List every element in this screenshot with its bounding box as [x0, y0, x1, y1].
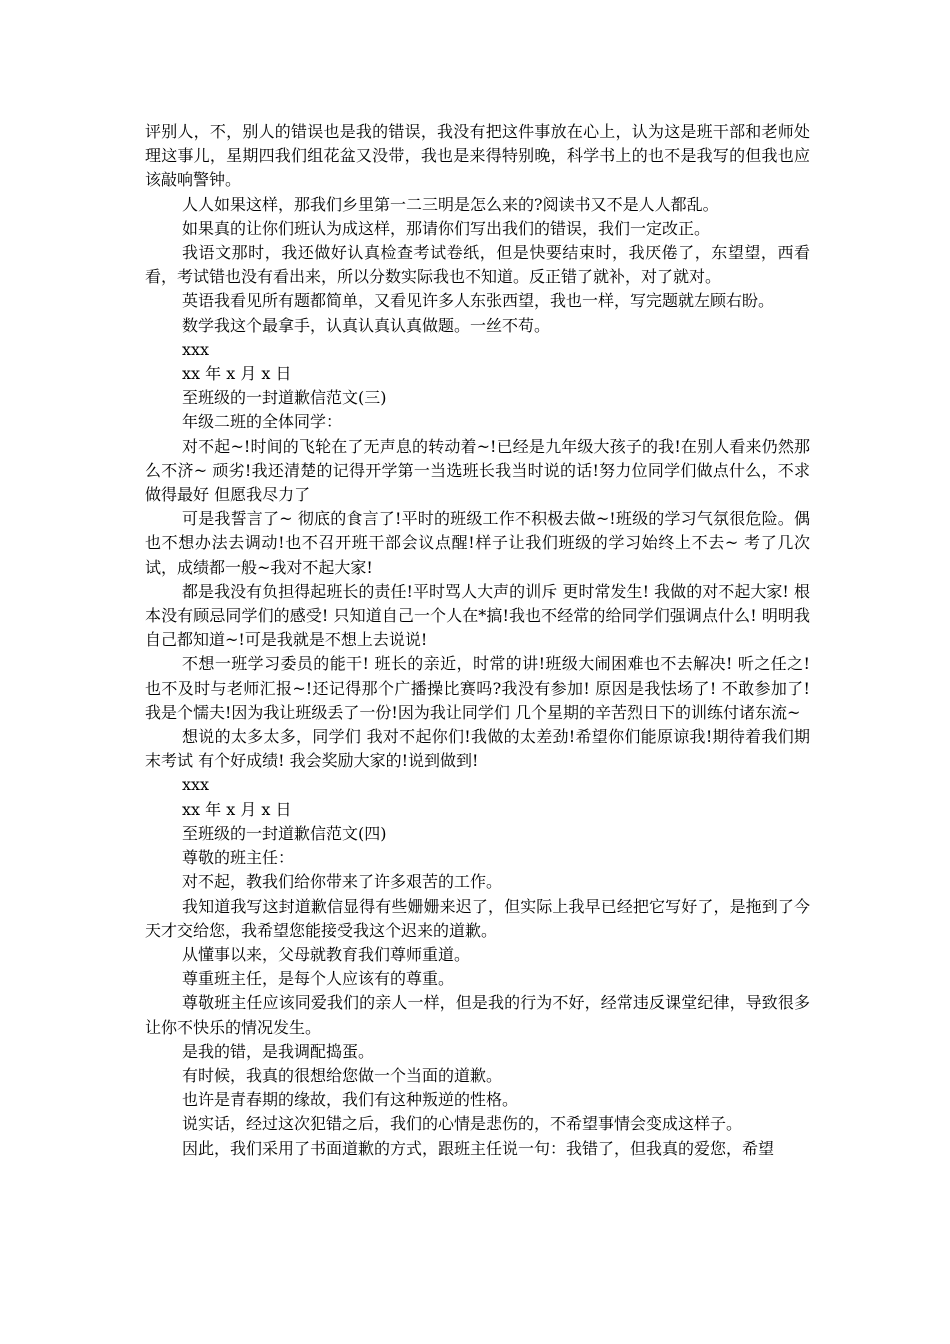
paragraph: 人人如果这样，那我们乡里第一二三明是怎么来的?阅读书又不是人人都乱。 — [182, 194, 719, 214]
paragraph: 尊敬班主任应该同爱我们的亲人一样，但是我的行为不好，经常违反课堂纪律，导致很多让你不快乐的情况发生。 — [145, 993, 810, 1037]
paragraph: 如果真的让你们班认为成这样，那请你们写出我们的错误，我们一定改正。 — [182, 218, 711, 238]
paragraph: 我语文那时，我还做好认真检查考试卷纸，但是快要结束时，我厌倦了，东望望，西看看，考试错也没有看出来，所以分数实际我也不知道。反正错了就补，对了就对。 — [145, 243, 810, 287]
salutation: 尊敬的班主任： — [182, 848, 295, 868]
signature-name: xxx — [182, 339, 210, 359]
paragraph: 对不起，教我们给你带来了许多艰苦的工作。 — [182, 872, 503, 892]
paragraph: 因此，我们采用了书面道歉的方式，跟班主任说一句：我错了，但我真的爱您，希望 — [182, 1138, 775, 1158]
salutation: 年级二班的全体同学： — [182, 412, 343, 432]
paragraph: 也许是青春期的缘故，我们有这种叛逆的性格。 — [182, 1090, 519, 1110]
paragraph: 是我的错，是我调配捣蛋。 — [182, 1041, 375, 1061]
paragraph: 尊重班主任，是每个人应该有的尊重。 — [182, 969, 455, 989]
section-title: 至班级的一封道歉信范文(四) — [182, 823, 387, 843]
signature-date: xx 年 x 月 x 日 — [182, 799, 292, 819]
paragraph: 可是我誓言了~ 彻底的食言了!平时的班级工作不积极去做~!班级的学习气氛很危险。偶也不想办法去调动!也不召开班干部会议点醒!样子让我们班级的学习始终上不去~ 考了几次试，成绩都一般~我对不起大家! — [145, 509, 810, 577]
paragraph-continuation: 评别人，不，别人的错误也是我的错误，我没有把这件事放在心上，认为这是班干部和老师处理这事儿，星期四我们组花盆又没带，我也是来得特别晚，科学书上的也不是我写的但我也应该敲响警钟。 — [145, 122, 810, 190]
paragraph: 从懂事以来，父母就教育我们尊师重道。 — [182, 944, 471, 964]
section-title: 至班级的一封道歉信范文(三) — [182, 388, 387, 408]
paragraph: 对不起~!时间的飞轮在了无声息的转动着~!已经是九年级大孩子的我!在别人看来仍然那么不济~ 顽劣!我还清楚的记得开学第一当选班长我当时说的话!努力位同学们做点什么，不求做得最好 但愿我尽力了 — [145, 436, 810, 505]
signature-name: xxx — [182, 775, 210, 795]
paragraph: 说实话，经过这次犯错之后，我们的心情是悲伤的，不希望事情会变成这样子。 — [182, 1114, 743, 1134]
document-page — [145, 120, 810, 1161]
paragraph: 想说的太多太多，同学们 我对不起你们!我做的太差劲!希望你们能原谅我!期待着我们期末考试 有个好成绩! 我会奖励大家的!说到做到! — [145, 727, 810, 771]
paragraph: 我知道我写这封道歉信显得有些姗姗来迟了，但实际上我早已经把它写好了，是拖到了今天才交给您，我希望您能接受我这个迟来的道歉。 — [145, 896, 810, 940]
paragraph: 都是我没有负担得起班长的责任!平时骂人大声的训斥 更时常发生! 我做的对不起大家! 根本没有顾忌同学们的感受! 只知道自己一个人在*搞!我也不经常的给同学们强调点什么! 明明我自己都知道~!可是我就是不想上去说说! — [145, 581, 810, 650]
paragraph: 有时候，我真的很想给您做一个当面的道歉。 — [182, 1065, 503, 1085]
paragraph: 不想一班学习委员的能干! 班长的亲近，时常的讲!班级大闹困难也不去解决! 听之任之! 也不及时与老师汇报~!还记得那个广播操比赛吗?我没有参加! 原因是我怯场了! 不敢参加了! 我是个懦夫!因为我让班级丢了一份!因为我让同学们 几个星期的辛苦烈日下的训练付诸东流~ — [145, 654, 810, 722]
signature-date: xx 年 x 月 x 日 — [182, 364, 292, 384]
paragraph: 数学我这个最拿手，认真认真认真做题。一丝不苟。 — [182, 315, 551, 335]
paragraph: 英语我看见所有题都简单，又看见许多人东张西望，我也一样，写完题就左顾右盼。 — [182, 291, 775, 311]
